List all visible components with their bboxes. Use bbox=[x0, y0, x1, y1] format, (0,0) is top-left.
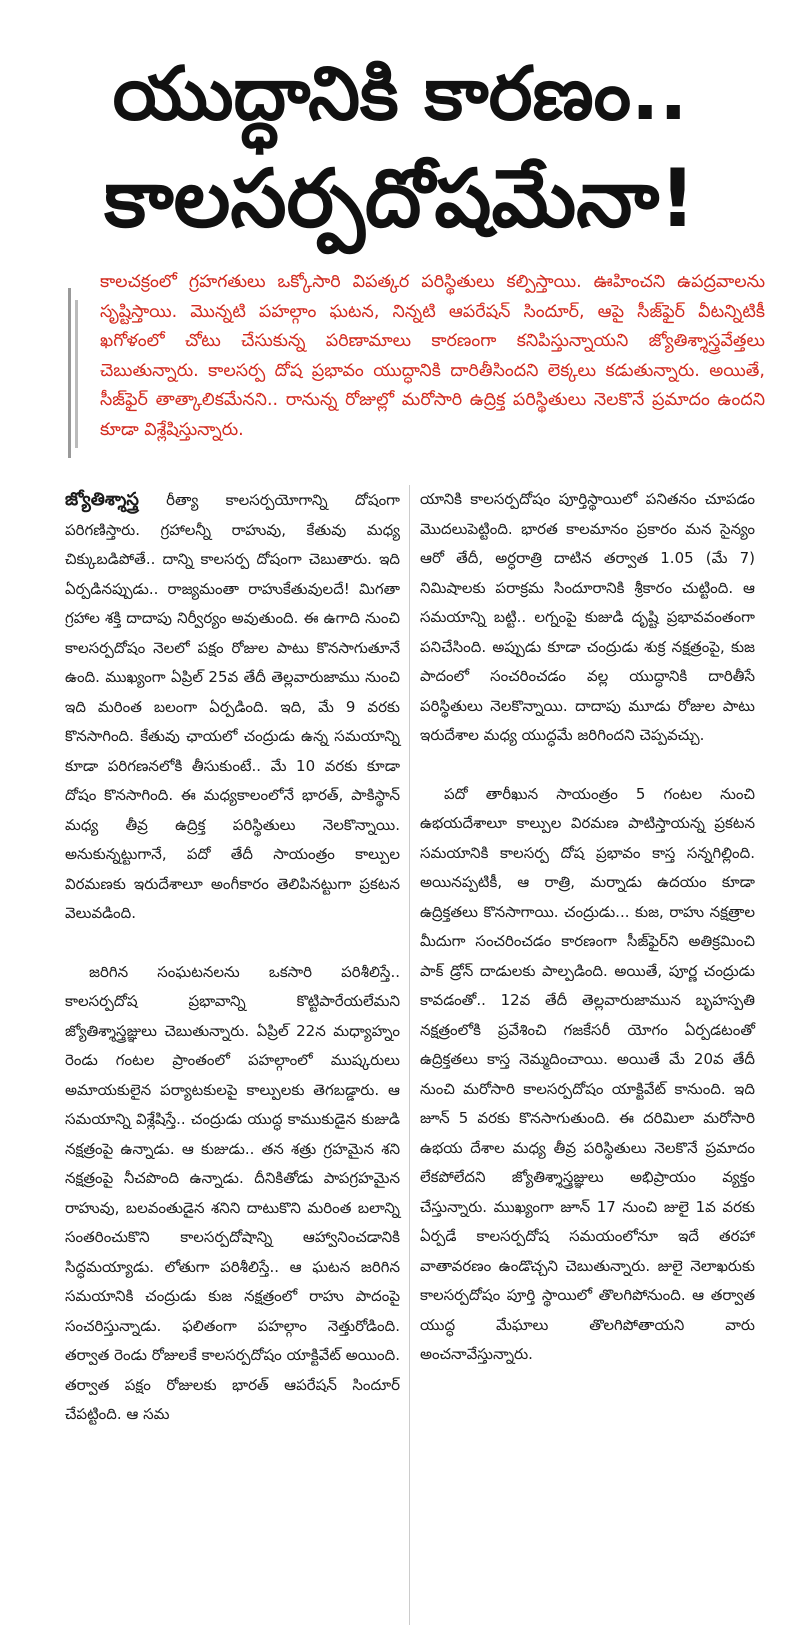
left-paragraph-2: జరిగిన సంఘటనలను ఒకసారి పరిశీలిస్తే.. కాలసర్పదోష ప్రభావాన్ని కొట్టిపారేయలేమని జ్యోతిశ్శాస్త్రజ్ఞులు చెబుతున్నారు. ఏప్రిల్ 22న మధ్యాహ్నం రెండు గంటల ప్రాంతంలో పహల్గాంలో ముష్కరులు అమాయకులైన పర్యాటకులపై కాల్పులకు తెగబడ్డారు. ఆ సమయాన్ని విశ్లేషిస్తే.. చంద్రుడు యుద్ధ కాముకుడైన కుజుడి నక్షత్రంపై ఉన్నాడు. ఆ కుజుడు.. తన శత్రు గ్రహమైన శని నక్షత్రంపై నీచపొంది ఉన్నాడు. దీనికితోడు పాపగ్రహమైన రాహువు, బలవంతుడైన శనిని దాటుకొని మరింత బలాన్ని సంతరించుకొని కాలసర్పదోషాన్ని ఆహ్వానించడానికి సిద్ధమయ్యాడు. లోతుగా పరిశీలిస్తే.. ఆ ఘటన జరిగిన సమయానికి చంద్రుడు కుజ నక్షత్రంలో రాహు పాదంపై సంచరిస్తున్నాడు. ఫలితంగా పహల్గాం నెత్తురోడింది. తర్వాత రెండు రోజులకే కాలసర్పదోషం యాక్టివేట్ అయింది. తర్వాత పక్షం రోజులకు భారత్ ఆపరేషన్ సిందూర్ చేపట్టింది. ఆ సమ bbox=[65, 962, 400, 1423]
intro-paragraph: కాలచక్రంలో గ్రహగతులు ఒక్కోసారి విపత్కర పరిస్థితులు కల్పిస్తాయి. ఊహించని ఉపద్రవాలను సృష్టిస్తాయి. మొన్నటి పహల్గాం ఘటన, నిన్నటి ఆపరేషన్ సిందూర్, ఆపై సీజ్‌ఫైర్ వీటన్నిటికీ ఖగోళంలో చోటు చేసుకున్న పరిణామాలు కారణంగా కనిపిస్తున్నాయని జ్యోతిశ్శాస్త్రవేత్తలు చెబుతున్నారు. కాలసర్ప దోష ప్రభావం యుద్ధానికి దారితీసిందని లెక్కలు కడుతున్నారు. అయితే, సీజ్‌ఫైర్ తాత్కాలికమేనని.. రానున్న రోజుల్లో మరోసారి ఉద్రిక్త పరిస్థితులు నెలకొనే ప్రమాదం ఉందని కూడా విశ్లేషిస్తున్నారు. bbox=[100, 272, 765, 440]
headline bbox=[30, 45, 770, 255]
intro-quote-bar-inner bbox=[75, 300, 78, 448]
headline-line-1: యుద్ధానికి కారణం.. bbox=[112, 51, 688, 137]
left-column bbox=[65, 485, 400, 1459]
column-divider bbox=[409, 485, 410, 1625]
right-paragraph-2: పదో తారీఖున సాయంత్రం 5 గంటల నుంచి ఉభయదేశాలూ కాల్పుల విరమణ పాటిస్తాయన్న ప్రకటన సమయానికి కాలసర్ప దోష ప్రభావం కాస్త సన్నగిల్లింది. అయినప్పటికీ, ఆ రాత్రి, మర్నాడు ఉదయం కూడా ఉద్రిక్తతలు కొనసాగాయి. చంద్రుడు... కుజ, రాహు నక్షత్రాల మీదుగా సంచరించడం కారణంగా సీజ్‌ఫైర్‌ని అతిక్రమించి పాక్ డ్రోన్ దాడులకు పాల్పడింది. అయితే, పూర్ణ చంద్రుడు కావడంతో.. 12వ తేదీ తెల్లవారుజామున బృహస్పతి నక్షత్రంలోకి ప్రవేశించి గజకేసరీ యోగం ఏర్పడటంతో ఉద్రిక్తతలు కాస్త నెమ్మదించాయి. అయితే మే 20వ తేదీ నుంచి మరోసారి కాలసర్పదోషం యాక్టివేట్ కానుంది. ఇది జూన్ 5 వరకు కొనసాగుతుంది. ఈ దరిమిలా మరోసారి ఉభయ దేశాల మధ్య తీవ్ర పరిస్థితులు నెలకొనే ప్రమాదం లేకపోలేదని జ్యోతిశ్శాస్త్రజ్ఞులు అభిప్రాయం వ్యక్తం చేస్తున్నారు. ముఖ్యంగా జూన్ 17 నుంచి జులై 1వ వరకు ఏర్పడే కాలసర్పదోష సమయంలోనూ ఇదే తరహా వాతావరణం ఉండొచ్చని చెబుతున్నారు. జులై నెలాఖరుకు కాలసర్పదోషం పూర్తి స్థాయిలో తొలగిపోనుంది. ఆ తర్వాత యుద్ధ మేఘాలు తొలగిపోతాయని వారు అంచనావేస్తున్నారు. bbox=[420, 784, 755, 1363]
right-paragraph-1: యానికి కాలసర్పదోషం పూర్తిస్థాయిలో పనితనం చూపడం మొదలుపెట్టింది. భారత కాలమానం ప్రకారం మన సైన్యం ఆరో తేదీ, అర్ధరాత్రి దాటిన తర్వాత 1.05 (మే 7) నిమిషాలకు పరాక్రమ సిందూరానికి శ్రీకారం చుట్టింది. ఆ సమయాన్ని బట్టి.. లగ్నంపై కుజుడి దృష్టి ప్రభావవంతంగా పనిచేసింది. అప్పుడు కూడా చంద్రుడు శుక్ర నక్షత్రంపై, కుజ పాదంలో సంచరించడం వల్ల యుద్ధానికి దారితీసే పరిస్థితులు నెలకొన్నాయి. దాదాపు మూడు రోజుల పాటు ఇరుదేశాల మధ్య యుద్ధమే జరిగిందని చెప్పవచ్చు. bbox=[420, 490, 755, 744]
right-column bbox=[420, 485, 755, 1399]
lead-word: జ్యోతిశ్శాస్త్ర bbox=[65, 489, 139, 510]
left-paragraph-1-text: రీత్యా కాలసర్పయోగాన్ని దోషంగా పరిగణిస్తారు. గ్రహాలన్నీ రాహువు, కేతువు మధ్య చిక్కుబడిపోతే.. దాన్ని కాలసర్ప దోషంగా చెబుతారు. ఇది ఏర్పడినప్పుడు.. రాజ్యమంతా రాహుకేతువులదే! మిగతా గ్రహాల శక్తి దాదాపు నిర్వీర్యం అవుతుంది. ఈ ఉగాది నుంచి కాలసర్పదోషం నెలలో పక్షం రోజుల పాటు కొనసాగుతూనే ఉంది. ముఖ్యంగా ఏప్రిల్ 25వ తేదీ తెల్లవారుజాము నుంచి ఇది మరింత బలంగా ఏర్పడింది. ఇది, మే 9 వరకు కొనసాగింది. కేతువు ఛాయలో చంద్రుడు ఉన్న సమయాన్ని కూడా పరిగణనలోకి తీసుకుంటే.. మే 10 వరకు కూడా దోషం కొనసాగింది. ఈ మధ్యకాలంలోనే భారత్, పాకిస్థాన్ మధ్య తీవ్ర ఉద్రిక్త పరిస్థితులు నెలకొన్నాయి. అనుకున్నట్టుగానే, పదో తేదీ సాయంత్రం కాల్పుల విరమణకు ఇరుదేశాలూ అంగీకారం తెలిపినట్టుగా ప్రకటన వెలువడింది. bbox=[65, 491, 400, 922]
left-paragraph-1 bbox=[65, 485, 400, 929]
intro-quote-bar bbox=[68, 288, 71, 458]
headline-line-2: కాలసర్పదోషమేనా! bbox=[104, 152, 696, 245]
